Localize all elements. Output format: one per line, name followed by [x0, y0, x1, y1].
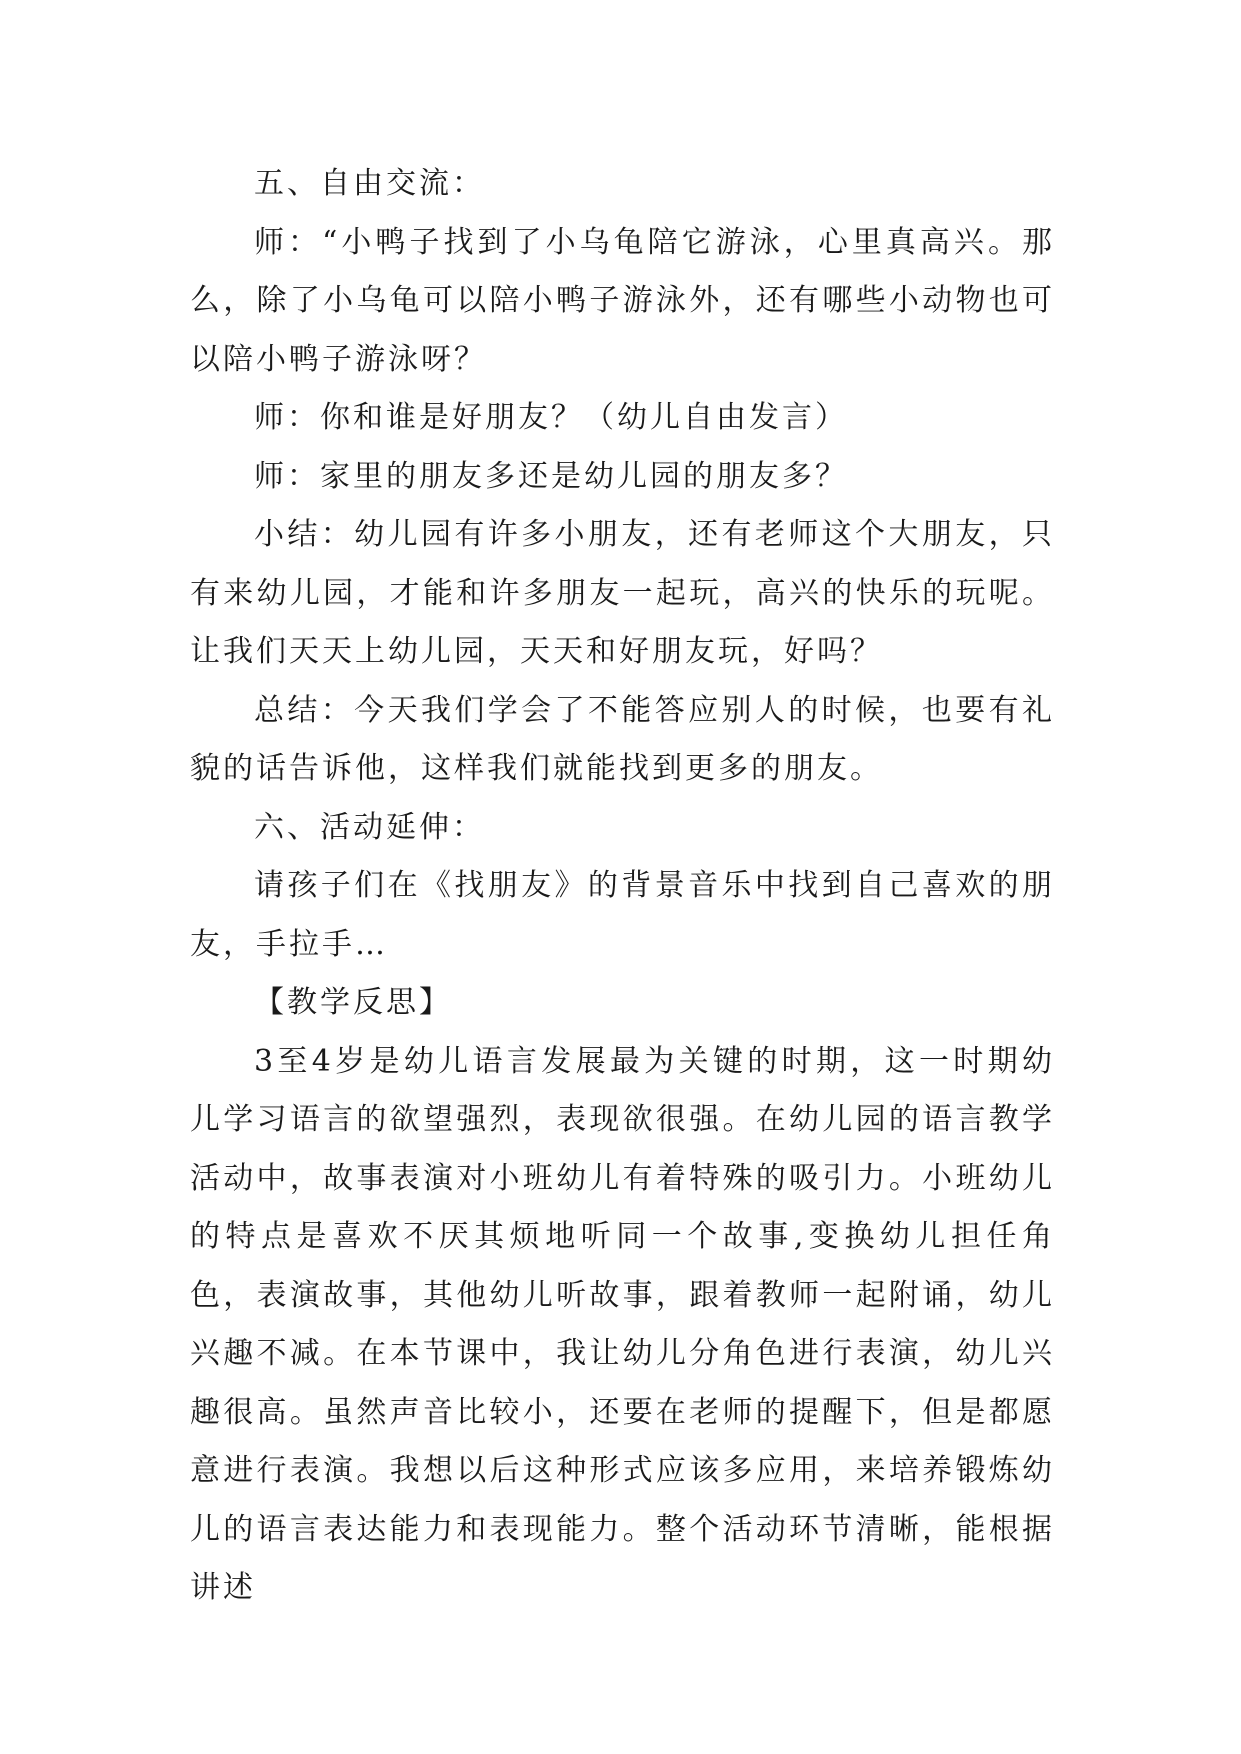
paragraph-teacher-question-2: 师：你和谁是好朋友？（幼儿自由发言） — [254, 400, 848, 435]
paragraph-summary: 总结：今天我们学会了不能答应别人的时候，也要有礼貌的话告诉他，这样我们就能找到更多的朋友。 — [190, 692, 1055, 786]
heading-free-exchange: 五、自由交流： — [254, 166, 485, 201]
heading-teaching-reflection: 【教学反思】 — [254, 985, 452, 1020]
document-body — [190, 155, 1055, 1618]
heading-activity-extension: 六、活动延伸： — [254, 809, 485, 845]
paragraph-summary-small: 小结：幼儿园有许多小朋友，还有老师这个大朋友，只有来幼儿园，才能和许多朋友一起玩，高兴的快乐的玩呢。让我们天天上幼儿园，天天和好朋友玩，好吗？ — [190, 517, 1055, 669]
paragraph-reflection-content: 3至4岁是幼儿语言发展最为关键的时期，这一时期幼儿学习语言的欲望强烈，表现欲很强。在幼儿园的语言教学活动中，故事表演对小班幼儿有着特殊的吸引力。小班幼儿的特点是喜欢不厌其烦地听同一个故事,变换幼儿担任角色，表演故事，其他幼儿听故事，跟着教师一起附诵，幼儿兴趣不减。在本节课中，我让幼儿分角色进行表演，幼儿兴趣很高。虽然声音比较小，还要在老师的提醒下，但是都愿意进行表演。我想以后这种形式应该多应用，来培养锻炼幼儿的语言表达能力和表现能力。整个活动环节清晰，能根据讲述 — [190, 1043, 1055, 1605]
paragraph-teacher-question-1: 师：“小鸭子找到了小乌龟陪它游泳，心里真高兴。那么，除了小乌龟可以陪小鸭子游泳外，还有哪些小动物也可以陪小鸭子游泳呀？ — [190, 224, 1055, 377]
paragraph-extension-content: 请孩子们在《找朋友》的背景音乐中找到自己喜欢的朋友，手拉手… — [190, 868, 1055, 962]
paragraph-teacher-question-3: 师：家里的朋友多还是幼儿园的朋友多？ — [254, 458, 848, 494]
